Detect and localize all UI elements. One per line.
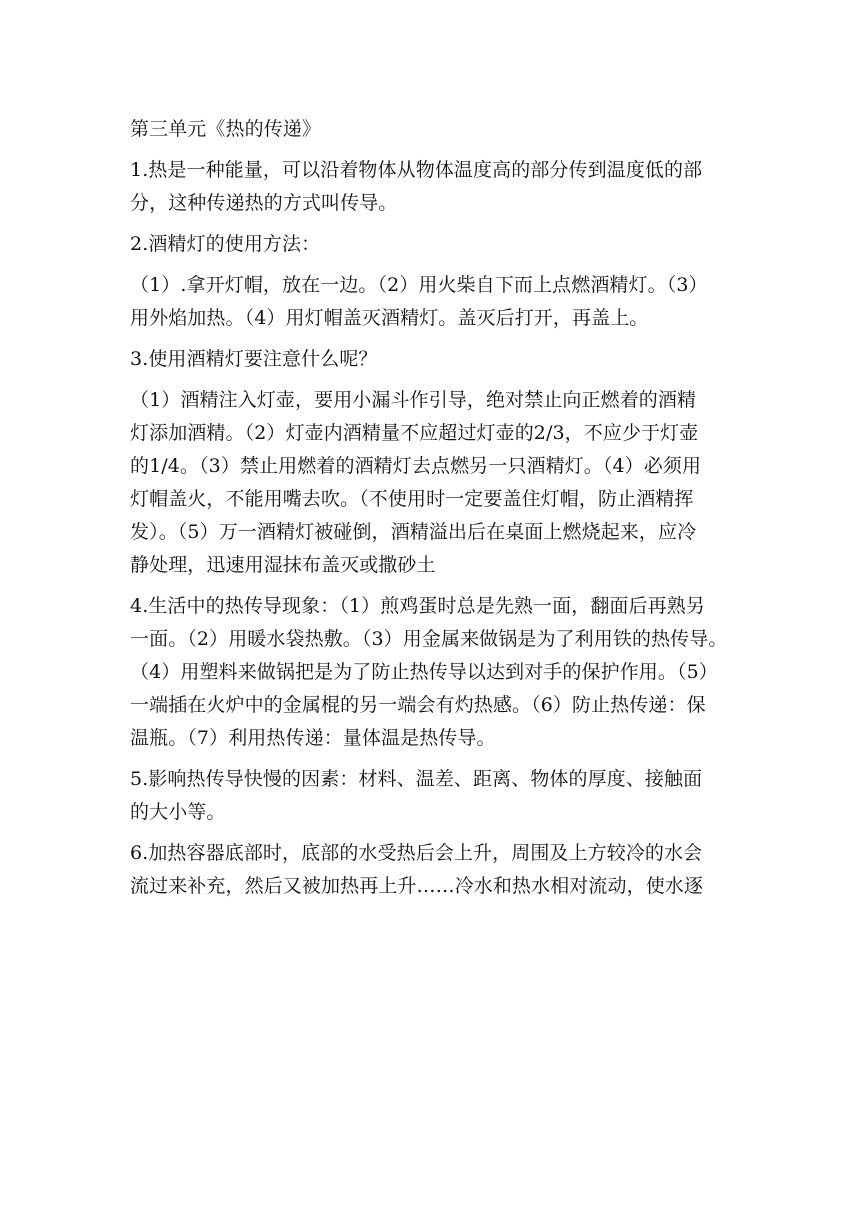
paragraph-line: 静处理，迅速用湿抹布盖灭或撒砂土 [130, 554, 436, 576]
paragraph-line: 一端插在火炉中的金属棍的另一端会有灼热感。（6）防止热传递：保 [130, 694, 706, 716]
paragraph-line: 一面。（2）用暖水袋热敷。（3）用金属来做锅是为了利用铁的热传导。 [130, 628, 728, 650]
paragraph-line: 用外焰加热。（4）用灯帽盖灭酒精灯。盖灭后打开，再盖上。 [130, 307, 649, 329]
paragraph-4 [130, 343, 740, 376]
paragraph-line: 温瓶。（7）利用热传递：量体温是热传导。 [130, 727, 496, 749]
paragraph-line: 4.生活中的热传导现象：（1）煎鸡蛋时总是先熟一面，翻面后再熟另 [130, 595, 705, 617]
paragraph-8 [130, 837, 740, 903]
paragraph-7 [130, 763, 740, 829]
paragraph-3 [130, 269, 740, 335]
paragraph-line: （4）用塑料来做锅把是为了防止热传导以达到对手的保护作用。（5） [130, 661, 718, 683]
paragraph-line: 灯帽盖火，不能用嘴去吹。（不使用时一定要盖住灯帽，防止酒精挥 [130, 488, 694, 510]
paragraph-line: 5.影响热传导快慢的因素：材料、温差、距离、物体的厚度、接触面 [130, 768, 703, 790]
paragraph-1 [130, 154, 740, 220]
paragraph-line: 1.热是一种能量，可以沿着物体从物体温度高的部分传到温度低的部 [130, 159, 703, 181]
paragraph-line: （1）酒精注入灯壶，要用小漏斗作引导，绝对禁止向正燃着的酒精 [130, 389, 697, 411]
paragraph-line: 3.使用酒精灯要注意什么呢？ [130, 348, 378, 370]
paragraph-line: 分，这种传递热的方式叫传导。 [130, 192, 398, 214]
paragraph-line: 发）。（5）万一酒精灯被碰倒，酒精溢出后在桌面上燃烧起来，应冷 [130, 521, 697, 543]
paragraph-line: 6.加热容器底部时，底部的水受热后会上升，周围及上方较冷的水会 [130, 842, 703, 864]
paragraph-6 [130, 590, 740, 755]
paragraph-line: 流过来补充，然后又被加热再上升……冷水和热水相对流动，使水逐 [130, 875, 704, 897]
paragraph-line: 的大小等。 [130, 801, 226, 823]
paragraph-line: （1）.拿开灯帽，放在一边。（2）用火柴自下而上点燃酒精灯。（3） [130, 274, 708, 296]
paragraph-2 [130, 228, 740, 261]
document-title: 第三单元《热的传递》 [130, 118, 322, 140]
paragraph-5 [130, 384, 740, 582]
paragraph-line: 2.酒精灯的使用方法： [130, 233, 321, 255]
paragraph-line: 灯添加酒精。（2）灯壶内酒精量不应超过灯壶的2/3，不应少于灯壶 [130, 422, 699, 444]
paragraph-line: 的1/4。（3）禁止用燃着的酒精灯去点燃另一只酒精灯。（4）必须用 [130, 455, 702, 477]
document-body [130, 113, 740, 903]
